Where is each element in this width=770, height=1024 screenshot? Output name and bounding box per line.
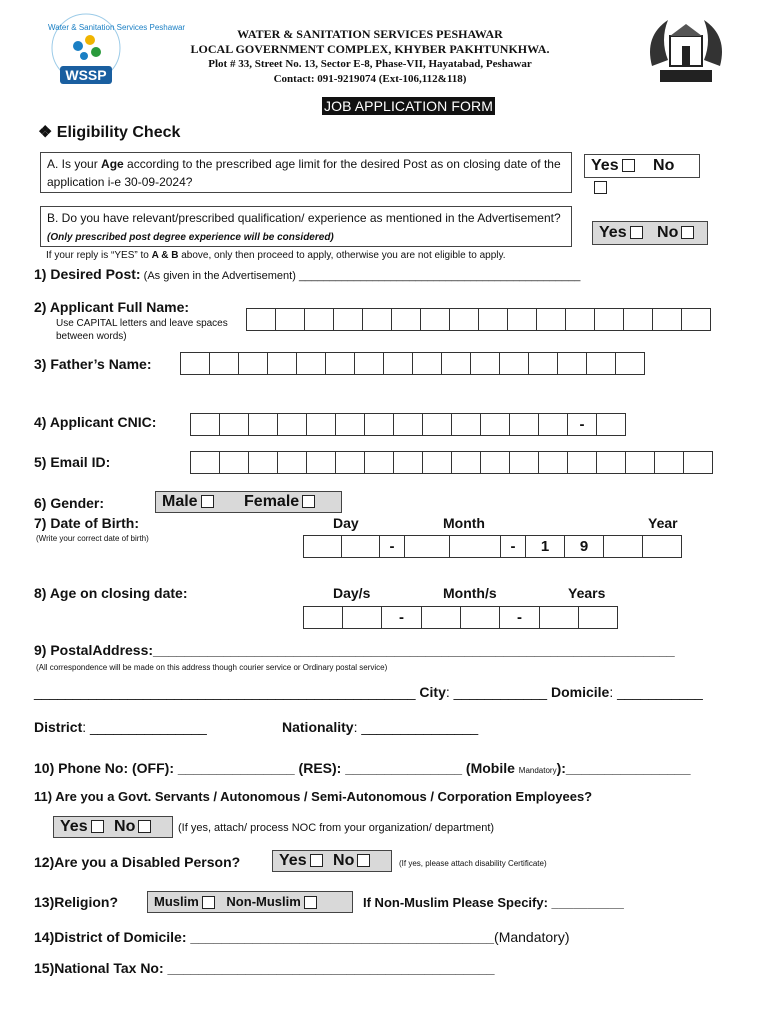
address-line-2[interactable]: _________________________________________________ City: ____________ Domicile: ___________ [34, 684, 703, 700]
govt-yes-checkbox[interactable] [91, 820, 104, 833]
dob-day-header: Day [333, 515, 359, 531]
email-label: 5) Email ID: [34, 454, 111, 470]
form-title: JOB APPLICATION FORM [324, 98, 493, 114]
dob-grid[interactable] [304, 535, 682, 558]
female-checkbox[interactable] [302, 495, 315, 508]
diamond-bullet-icon: ❖ [38, 124, 53, 141]
qa-yes-checkbox[interactable] [622, 159, 635, 172]
qa-no-checkbox[interactable] [594, 181, 607, 194]
question-b-answer: Yes No [592, 221, 708, 245]
question-b-box: B. Do you have relevant/prescribed qualification/ experience as mentioned in the Advertisement? (Only prescribed post degree experience will be considered) [40, 206, 572, 247]
complex-name: LOCAL GOVERNMENT COMPLEX, KHYBER PAKHTUNKHWA. [190, 42, 550, 56]
question-a-box: A. Is your Age according to the prescribed age limit for the desired Post as on closing date of the application i-e 30-09-2024? [40, 152, 572, 193]
dob-year-digit-2: 9 [564, 535, 604, 558]
govt-employee-label: 11) Are you a Govt. Servants / Autonomous / Semi-Autonomous / Corporation Employees? [34, 789, 593, 804]
eligibility-note: If your reply is “YES” to A & B above, only then proceed to apply, otherwise you are not eligible to apply. [46, 250, 506, 261]
age-dash-2: - [499, 606, 540, 629]
postal-address-field[interactable]: 9) PostalAddress:___________________________________________________________________ [34, 642, 675, 658]
dob-year-header: Year [648, 515, 678, 531]
dob-hint: (Write your correct date of birth) [36, 534, 149, 543]
nationality-field[interactable]: Nationality: _______________ [282, 719, 479, 735]
full-name-hint: Use CAPITAL letters and leave spaces between words) [56, 318, 228, 342]
religion-label: 13)Religion? [34, 894, 119, 910]
cnic-label: 4) Applicant CNIC: [34, 414, 157, 430]
gender-label: 6) Gender: [34, 495, 105, 511]
org-contact: Contact: 091-9219074 (Ext-106,112&118) [273, 73, 467, 85]
age-label: 8) Age on closing date: [34, 585, 188, 601]
org-name: WATER & SANITATION SERVICES PESHAWAR [237, 27, 503, 41]
dob-year-digit-1: 1 [525, 535, 565, 558]
dob-dash-2: - [500, 535, 526, 558]
postal-address-hint: (All correspondence will be made on this address though courier service or Ordinary postal service) [36, 663, 388, 672]
disabled-no-checkbox[interactable] [357, 854, 370, 867]
father-name-label: 3) Father’s Name: [34, 356, 152, 372]
religion-options: Muslim Non-Muslim [147, 891, 353, 913]
disabled-options: Yes No [272, 850, 392, 872]
full-name-label: 2) Applicant Full Name: [34, 299, 190, 315]
male-checkbox[interactable] [201, 495, 214, 508]
age-years-header: Years [568, 585, 606, 601]
eligibility-heading: ❖ Eligibility Check [38, 124, 181, 141]
disabled-label: 12)Are you a Disabled Person? [34, 854, 241, 870]
gender-options: Male Female [155, 491, 342, 513]
religion-specify-field[interactable]: If Non-Muslim Please Specify: __________ [363, 895, 624, 910]
non-muslim-checkbox[interactable] [304, 896, 317, 909]
age-months-header: Month/s [443, 585, 497, 601]
district-field[interactable]: District: _______________ [34, 719, 207, 735]
qb-yes-checkbox[interactable] [630, 226, 643, 239]
phone-field[interactable]: 10) Phone No: (OFF): _______________ (RES): _______________ (Mobile Mandatory):________________ [34, 760, 691, 776]
father-name-grid[interactable] [181, 352, 645, 375]
dob-month-header: Month [443, 515, 485, 531]
logo-text: WSSP [65, 67, 107, 83]
cnic-dash-2: - [567, 413, 597, 436]
question-a-answer: Yes No [584, 154, 700, 178]
wssp-logo [38, 10, 186, 92]
govt-employee-options: Yes No [53, 816, 173, 838]
disabled-hint: (If yes, please attach disability Certificate) [399, 859, 547, 868]
district-domicile-field[interactable]: 14)District of Domicile: _______________________________________(Mandatory) [34, 929, 570, 945]
dob-dash-1: - [379, 535, 405, 558]
age-grid[interactable] [304, 606, 618, 629]
age-days-header: Day/s [333, 585, 371, 601]
national-tax-field[interactable]: 15)National Tax No: __________________________________________ [34, 960, 495, 976]
cnic-grid[interactable] [191, 413, 626, 436]
logo-ring-text: Water & Sanitation Services Peshawar [48, 23, 186, 32]
desired-post-field[interactable]: 1) Desired Post: (As given in the Advertisement) ______________________________________________ [34, 266, 581, 282]
muslim-checkbox[interactable] [202, 896, 215, 909]
dob-label: 7) Date of Birth: [34, 515, 139, 531]
email-grid[interactable] [191, 451, 713, 474]
full-name-grid[interactable] [247, 308, 711, 331]
org-address: Plot # 33, Street No. 13, Sector E-8, Phase-VII, Hayatabad, Peshawar [208, 58, 532, 70]
govt-employee-hint: (If yes, attach/ process NOC from your organization/ department) [178, 822, 495, 834]
kp-government-emblem [638, 6, 734, 94]
disabled-yes-checkbox[interactable] [310, 854, 323, 867]
age-dash-1: - [381, 606, 422, 629]
govt-no-checkbox[interactable] [138, 820, 151, 833]
qb-no-checkbox[interactable] [681, 226, 694, 239]
